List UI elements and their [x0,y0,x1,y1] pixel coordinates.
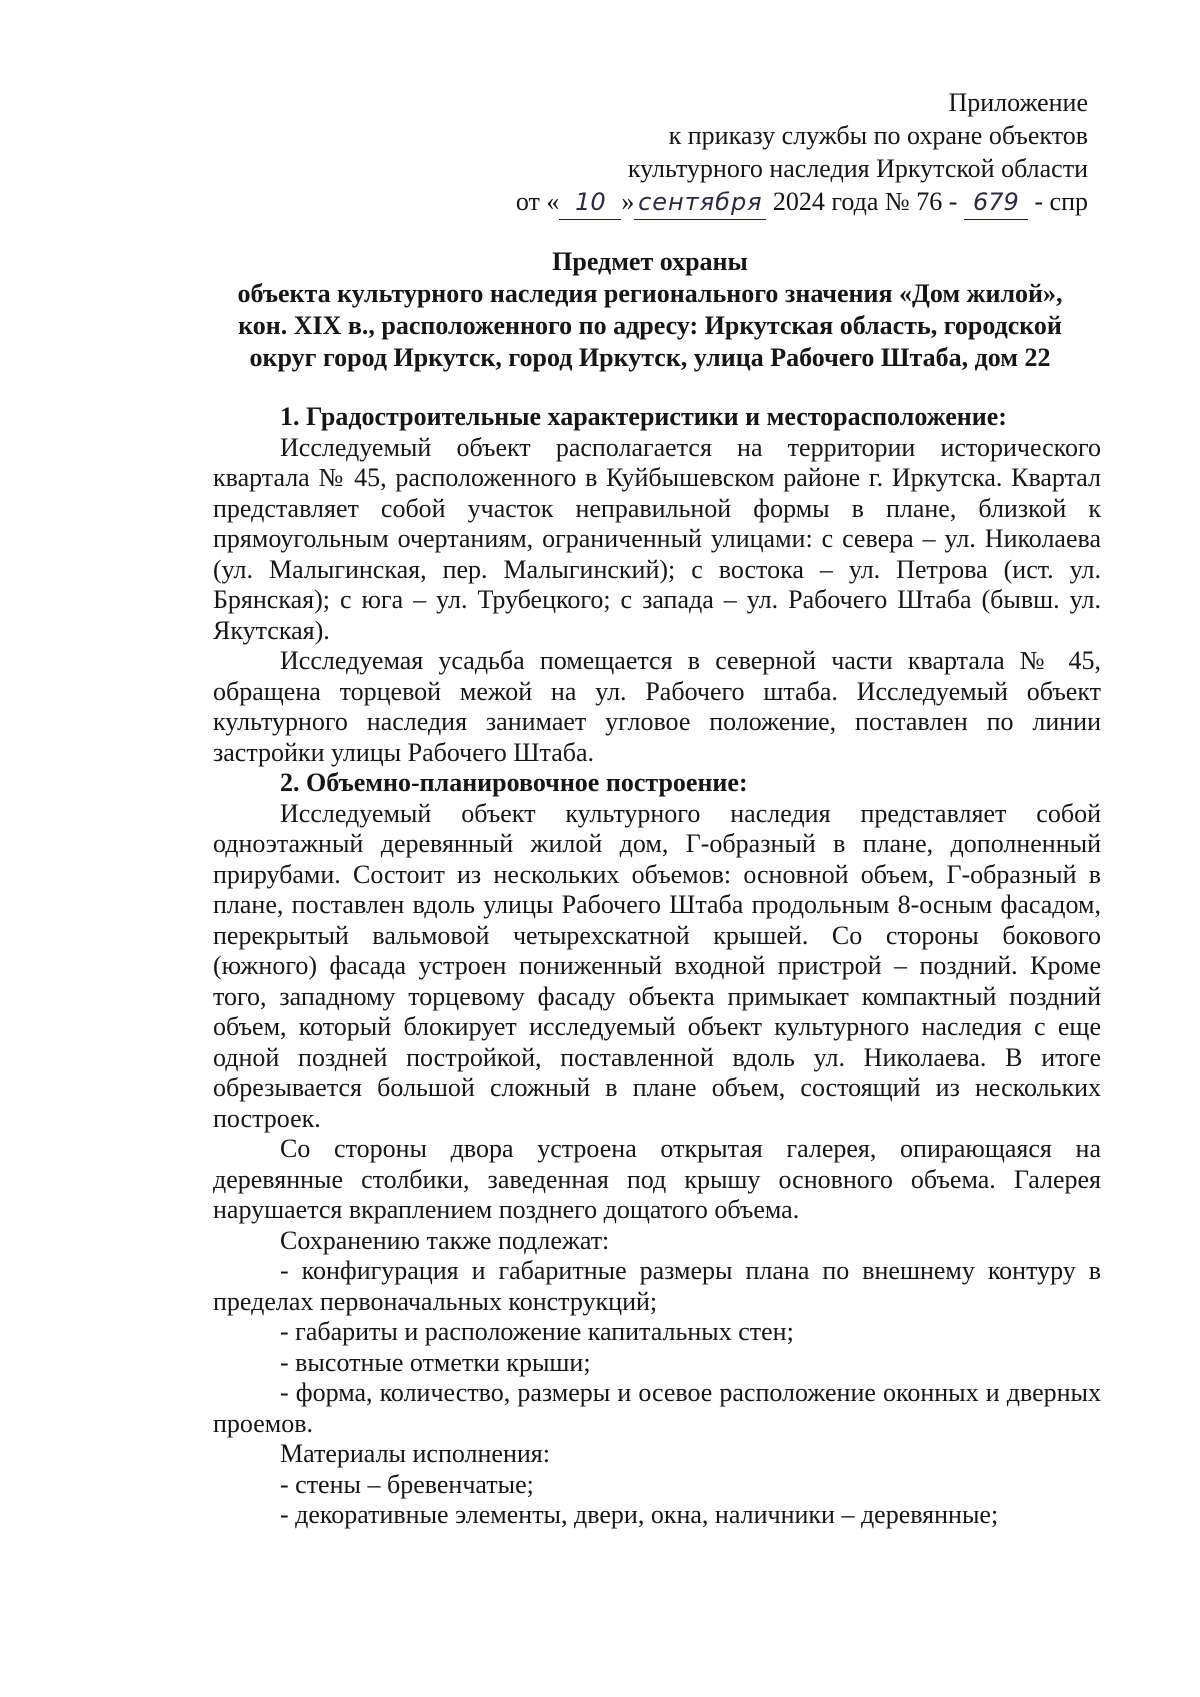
preserve-intro: Сохранению также подлежат: [280,1225,610,1255]
date-mid: » [621,187,635,216]
document-body [213,402,1101,1531]
handwritten-day: 10 [559,186,621,220]
section-1-paragraph-1: Исследуемый объект располагается на территории исторического квартала № 45, расположенного в Куйбышевском районе г. Иркутска. Квартал представляет собой участок неправильной формы в плане, близкой к прямоугольным очертаниям, ограниченный улицами: с севера – ул. Николаева (ул. Малыгинская, пер. Малыгинский); с востока – ул. Петрова (ист. ул. Брянская); с юга – ул. Трубецкого; с запада – ул. Рабочего Штаба (бывш. ул. Якутская). [213,432,1101,645]
section-2-heading: 2. Объемно-планировочное построение: [280,768,748,797]
agency-line: культурного наследия Иркутской области [627,154,1088,183]
date-prefix: от « [515,187,560,216]
preserve-item: - форма, количество, размеры и осевое расположение оконных и дверных проемов. [213,1378,1101,1438]
handwritten-order-number: 679 [964,186,1028,220]
materials-item: - стены – бревенчатые; [280,1469,534,1499]
title-line-2: объекта культурного наследия регионального значения «Дом жилой», [237,279,1063,308]
appendix-label: Приложение [948,88,1088,117]
title-line-1: Предмет охраны [552,247,748,276]
title-line-3: кон. XIX в., расположенного по адресу: Иркутская область, городской [238,311,1062,340]
preserve-item: - габариты и расположение капитальных стен; [280,1317,794,1346]
date-year-text: 2024 года № 76 - [772,187,958,216]
preserve-item: - конфигурация и габаритные размеры плана по внешнему контуру в пределах первоначальных конструкций; [213,1256,1101,1316]
handwritten-month: сентября [634,186,766,220]
order-suffix: - спр [1034,187,1088,216]
title-line-4: округ город Иркутск, город Иркутск, улица Рабочего Штаба, дом 22 [249,343,1051,372]
order-date-line [516,185,1088,220]
order-reference-line: к приказу службы по охране объектов [668,121,1088,150]
materials-intro: Материалы исполнения: [280,1439,550,1468]
materials-item: - декоративные элементы, двери, окна, наличники – деревянные; [280,1500,999,1529]
section-2-paragraph-1: Исследуемый объект культурного наследия представляет собой одноэтажный деревянный жилой дом, Г-образный в плане, дополненный прирубами. Состоит из нескольких объемов: основной объем, Г-образный в плане, поставлен вдоль улицы Рабочего Штаба продольным 8-осным фасадом, перекрытый вальмовой четырехскатной крышей. Со стороны бокового (южного) фасада устроен пониженный входной пристрой – поздний. Кроме того, западному торцевому фасаду объекта примыкает компактный поздний объем, который блокирует исследуемый объект культурного наследия с еще одной поздней постройкой, поставленной вдоль ул. Николаева. В итоге обрезывается большой сложный в плане объем, состоящий из нескольких построек. [213,798,1101,1133]
section-1-heading: 1. Градостроительные характеристики и месторасположение: [280,402,1007,431]
document-title [200,246,1100,374]
preserve-item: - высотные отметки крыши; [280,1347,591,1377]
appendix-header [516,86,1088,220]
section-2-paragraph-2: Со стороны двора устроена открытая галерея, опирающаяся на деревянные столбики, заведенная под крышу основного объема. Галерея нарушается вкраплением позднего дощатого объема. [213,1134,1101,1224]
section-1-paragraph-2: Исследуемая усадьба помещается в северной части квартала № 45, обращена торцевой межой на ул. Рабочего штаба. Исследуемый объект культурного наследия занимает угловое положение, поставлен по линии застройки улицы Рабочего Штаба. [213,646,1101,767]
